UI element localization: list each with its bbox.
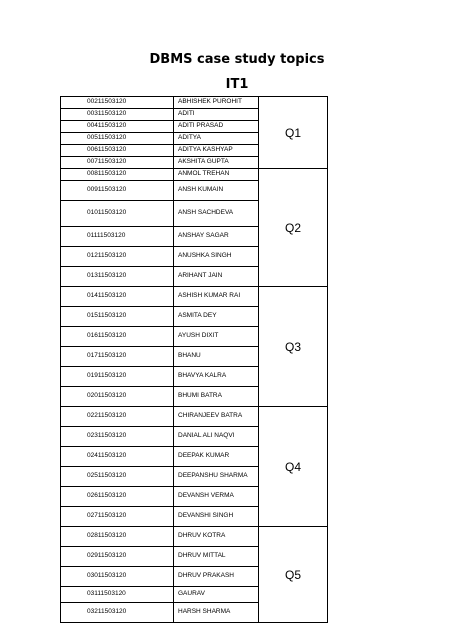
enrollment-number-cell: 01111503120 <box>61 227 174 247</box>
student-name-cell: DEVANSH VERMA <box>174 487 259 507</box>
enrollment-number-cell: 02311503120 <box>61 427 174 447</box>
enrollment-number-cell: 02011503120 <box>61 387 174 407</box>
student-name-cell: ARIHANT JAIN <box>174 267 259 287</box>
enrollment-number-cell: 03111503120 <box>61 587 174 603</box>
question-group-cell: Q1 <box>259 97 328 169</box>
enrollment-number-cell: 01711503120 <box>61 347 174 367</box>
student-name-cell: DANIAL ALI NAQVI <box>174 427 259 447</box>
question-group-cell: Q3 <box>259 287 328 407</box>
enrollment-number-cell: 00311503120 <box>61 109 174 121</box>
student-name-cell: DHRUV PRAKASH <box>174 567 259 587</box>
student-topic-table-body <box>61 97 328 623</box>
class-section-heading: IT1 <box>225 77 249 92</box>
enrollment-number-cell: 01911503120 <box>61 367 174 387</box>
table-row <box>61 407 328 427</box>
enrollment-number-cell: 03011503120 <box>61 567 174 587</box>
enrollment-number-cell: 02611503120 <box>61 487 174 507</box>
student-name-cell: ANSH SACHDEVA <box>174 201 259 227</box>
student-name-cell: BHANU <box>174 347 259 367</box>
student-name-cell: AYUSH DIXIT <box>174 327 259 347</box>
enrollment-number-cell: 02411503120 <box>61 447 174 467</box>
enrollment-number-cell: 01211503120 <box>61 247 174 267</box>
student-name-cell: ABHISHEK PUROHIT <box>174 97 259 109</box>
table-row <box>61 527 328 547</box>
enrollment-number-cell: 02911503120 <box>61 547 174 567</box>
enrollment-number-cell: 00911503120 <box>61 181 174 201</box>
enrollment-number-cell: 00411503120 <box>61 121 174 133</box>
student-name-cell: BHAVYA KALRA <box>174 367 259 387</box>
enrollment-number-cell: 02811503120 <box>61 527 174 547</box>
question-group-cell: Q5 <box>259 527 328 623</box>
student-name-cell: CHIRANJEEV BATRA <box>174 407 259 427</box>
enrollment-number-cell: 00611503120 <box>61 145 174 157</box>
question-group-cell: Q2 <box>259 169 328 287</box>
student-name-cell: DEEPANSHU SHARMA <box>174 467 259 487</box>
enrollment-number-cell: 00511503120 <box>61 133 174 145</box>
enrollment-number-cell: 02711503120 <box>61 507 174 527</box>
table-row <box>61 169 328 181</box>
enrollment-number-cell: 02511503120 <box>61 467 174 487</box>
student-name-cell: DEVANSHI SINGH <box>174 507 259 527</box>
student-name-cell: ANUSHKA SINGH <box>174 247 259 267</box>
student-name-cell: ANMOL TREHAN <box>174 169 259 181</box>
table-row <box>61 287 328 307</box>
student-name-cell: ADITI PRASAD <box>174 121 259 133</box>
student-name-cell: DHRUV KOTRA <box>174 527 259 547</box>
enrollment-number-cell: 01511503120 <box>61 307 174 327</box>
document-title: DBMS case study topics <box>149 52 325 67</box>
student-name-cell: DEEPAK KUMAR <box>174 447 259 467</box>
enrollment-number-cell: 00211503120 <box>61 97 174 109</box>
enrollment-number-cell: 01311503120 <box>61 267 174 287</box>
student-name-cell: ANSH KUMAIN <box>174 181 259 201</box>
enrollment-number-cell: 01411503120 <box>61 287 174 307</box>
student-name-cell: ASMITA DEY <box>174 307 259 327</box>
enrollment-number-cell: 00711503120 <box>61 157 174 169</box>
student-name-cell: ADITYA <box>174 133 259 145</box>
enrollment-number-cell: 01011503120 <box>61 201 174 227</box>
student-name-cell: AKSHITA GUPTA <box>174 157 259 169</box>
student-name-cell: HARSH SHARMA <box>174 603 259 623</box>
student-name-cell: ANSHAY SAGAR <box>174 227 259 247</box>
student-name-cell: BHUMI BATRA <box>174 387 259 407</box>
table-row <box>61 97 328 109</box>
student-name-cell: ASHISH KUMAR RAI <box>174 287 259 307</box>
question-group-cell: Q4 <box>259 407 328 527</box>
enrollment-number-cell: 00811503120 <box>61 169 174 181</box>
enrollment-number-cell: 01611503120 <box>61 327 174 347</box>
student-name-cell: ADITI <box>174 109 259 121</box>
enrollment-number-cell: 02211503120 <box>61 407 174 427</box>
student-name-cell: ADITYA KASHYAP <box>174 145 259 157</box>
student-name-cell: GAURAV <box>174 587 259 603</box>
student-name-cell: DHRUV MITTAL <box>174 547 259 567</box>
enrollment-number-cell: 03211503120 <box>61 603 174 623</box>
student-topic-table <box>60 96 328 623</box>
